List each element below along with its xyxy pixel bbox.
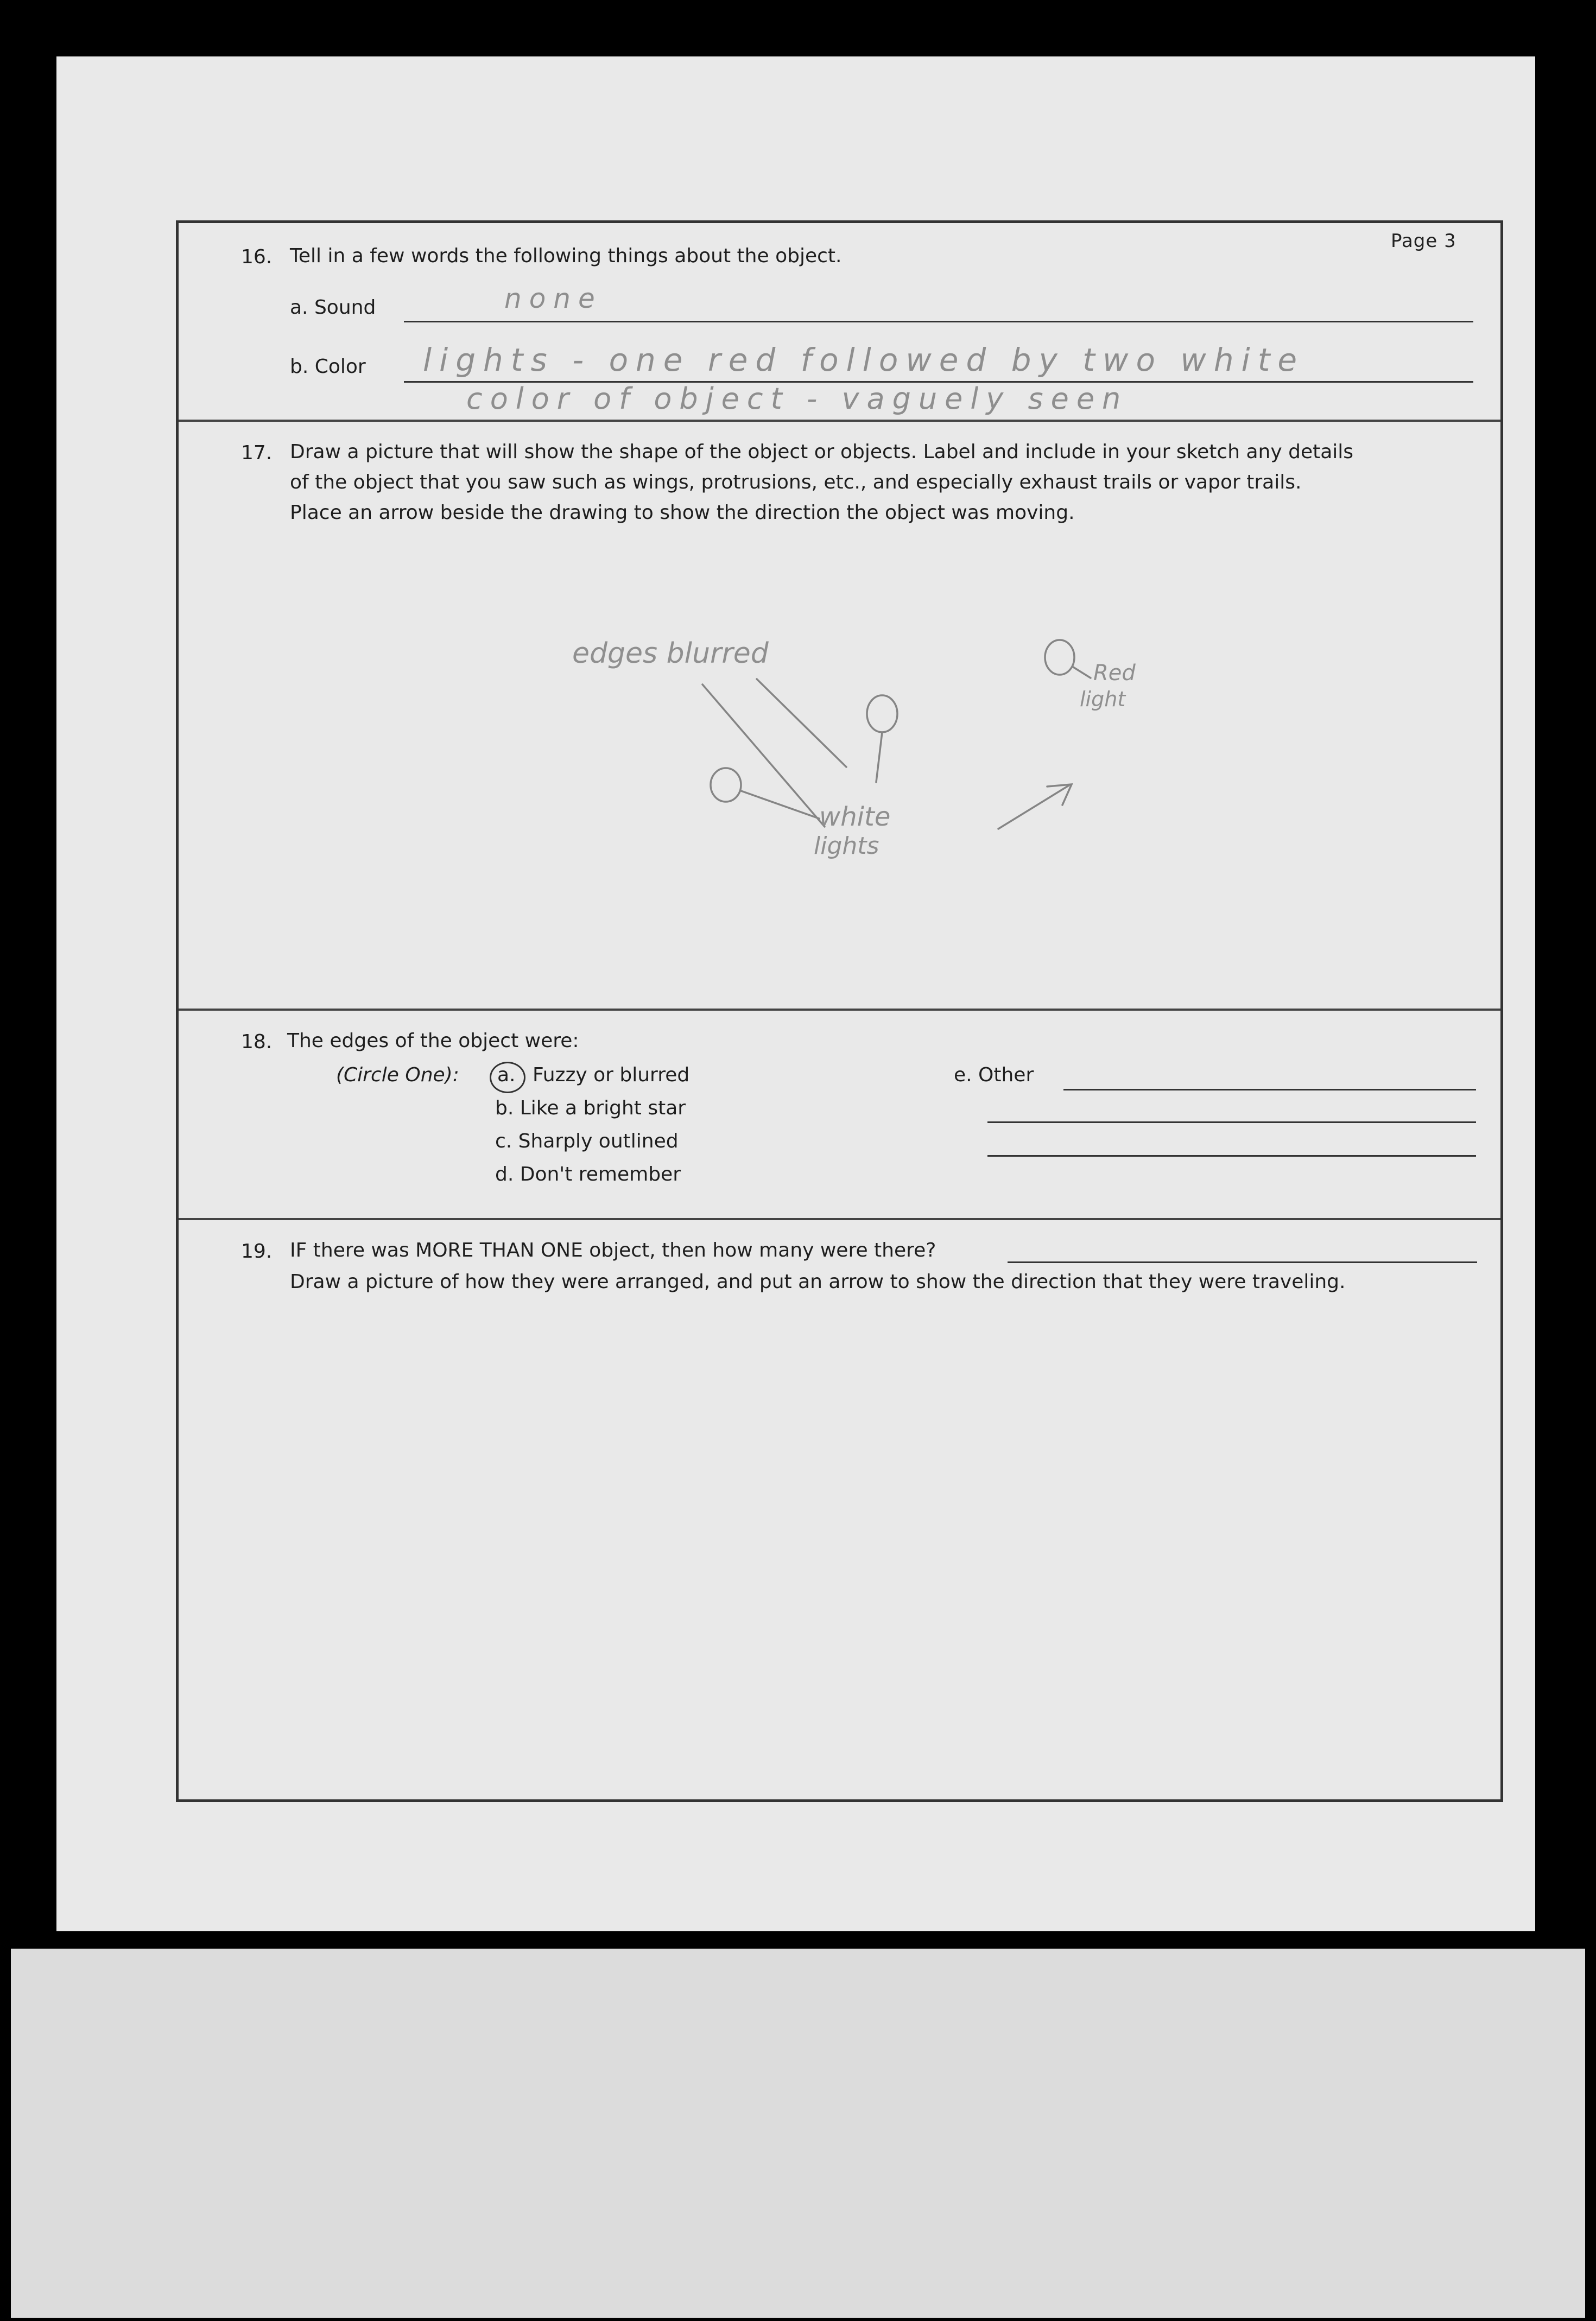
color-answer-line-1: lights - one red followed by two white — [423, 341, 1305, 378]
question-17-line-2: of the object that you saw such as wings, protrusions, etc., and especially exhaust trails or vapor trails. — [290, 471, 1302, 493]
section-divider — [179, 420, 1500, 422]
label-red-2: light — [1080, 687, 1126, 711]
mounting-board — [11, 1949, 1585, 2318]
label-white-1: white — [819, 802, 891, 832]
other-answer-line — [987, 1155, 1476, 1157]
red-light-circle — [1045, 640, 1074, 675]
question-17-number: 17. — [241, 442, 273, 464]
question-18 — [179, 1013, 1500, 1222]
question-19 — [179, 1222, 1500, 1798]
option-a-letter: a. — [497, 1064, 516, 1086]
direction-arrow — [998, 785, 1069, 829]
white-light-tail — [741, 791, 819, 819]
question-19-number: 19. — [241, 1240, 273, 1263]
question-17-line-3: Place an arrow beside the drawing to show the direction the object was moving. — [290, 502, 1075, 524]
pointer-line — [757, 679, 846, 767]
object-count-line — [1008, 1261, 1477, 1263]
white-light-circle — [867, 695, 897, 732]
option-a: Fuzzy or blurred — [533, 1064, 690, 1086]
question-17-line-1: Draw a picture that will show the shape of the object or objects. Label and include in your sketch any details — [290, 441, 1354, 463]
object-sketch — [179, 424, 1500, 1013]
option-e: e. Other — [954, 1064, 1034, 1086]
question-16-number: 16. — [241, 246, 273, 268]
sound-label: a. Sound — [290, 296, 376, 319]
color-label: b. Color — [290, 356, 366, 378]
questionnaire-form — [176, 220, 1503, 1802]
section-divider — [179, 1218, 1500, 1220]
option-c: c. Sharply outlined — [495, 1130, 679, 1152]
question-16-prompt: Tell in a few words the following things about the object. — [290, 245, 842, 267]
white-light-tail — [876, 732, 882, 782]
sound-answer: none — [504, 283, 603, 314]
page-number: Page 3 — [1391, 230, 1456, 252]
question-19-line-2: Draw a picture of how they were arranged, and put an arrow to show the direction that they were traveling. — [290, 1271, 1346, 1293]
direction-arrow-head — [1047, 784, 1072, 805]
other-answer-line — [1063, 1089, 1476, 1090]
label-edges-blurred: edges blurred — [572, 637, 769, 670]
circle-one-instruction: (Circle One): — [336, 1064, 459, 1086]
question-16 — [179, 223, 1500, 424]
label-red-1: Red — [1093, 661, 1136, 686]
white-light-circle — [711, 768, 741, 802]
question-18-number: 18. — [241, 1031, 273, 1053]
option-d: d. Don't remember — [495, 1163, 681, 1185]
label-white-2: lights — [814, 832, 879, 860]
question-19-line-1: IF there was MORE THAN ONE object, then how many were there? — [290, 1239, 936, 1261]
sound-answer-line — [404, 321, 1473, 322]
other-answer-line — [987, 1121, 1476, 1123]
section-divider — [179, 1009, 1500, 1011]
question-17 — [179, 424, 1500, 1013]
color-answer-line-2: color of object - vaguely seen — [466, 382, 1129, 416]
question-18-prompt: The edges of the object were: — [287, 1030, 579, 1052]
red-light-tail — [1073, 667, 1091, 678]
pointer-line — [702, 684, 825, 827]
option-b: b. Like a bright star — [495, 1097, 686, 1119]
